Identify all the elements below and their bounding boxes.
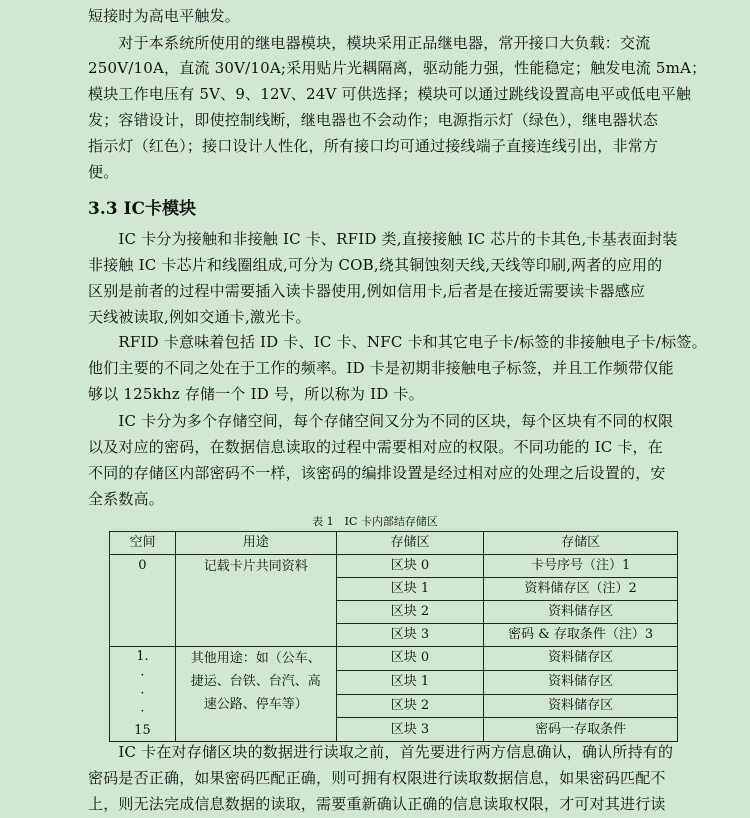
use-line: 捷运、台铁、台汽、高: [190, 674, 321, 689]
zone-cell: 密码 & 存取条件（注）3: [484, 624, 678, 647]
text-line: 短接时为高电平触发。: [88, 7, 241, 25]
storage-table: [109, 531, 678, 742]
block-cell: 区块 1: [336, 578, 484, 601]
text-line: 天线被读取,例如交通卡,激光卡。: [88, 308, 311, 326]
text-line: 非接触 IC 卡芯片和线圈组成,可分为 COB,绕其铜蚀刻天线,天线等印刷,两者的应用的: [88, 256, 663, 274]
text-line: 他们主要的不同之处在于工作的频率。ID 卡是初期非接触电子标签，并且工作频带仅能: [88, 359, 674, 377]
text-line: 不同的存储区内部密码不一样，该密码的编排设置是经过相对应的处理之后设置的，安: [88, 464, 666, 482]
text-line: IC 卡在对存储区块的数据进行读取之前，首先要进行两方信息确认，确认所持有的: [88, 743, 674, 761]
text-line: IC 卡分为多个存储空间，每个存储空间又分为不同的区块，每个区块有不同的权限: [88, 412, 674, 430]
text-line: 指示灯（红色）；接口设计人性化，所有接口均可通过接线端子直接连线引出，非常方: [88, 137, 659, 155]
block-cell: 区块 2: [336, 601, 484, 624]
text-line: 以及对应的密码，在数据信息读取的过程中需要相对应的权限。不同功能的 IC 卡，在: [88, 438, 663, 456]
header-cell: 空间: [110, 532, 176, 555]
table-header-row: [110, 532, 678, 555]
space-line: 15: [134, 723, 151, 738]
text-line: 够以 125khz 存储一个 ID 号，所以称为 ID 卡。: [88, 385, 424, 403]
text-line: 全系数高。: [88, 490, 165, 508]
text-line: IC 卡分为接触和非接触 IC 卡、RFID 类,直接接触 IC 芯片的卡其色,卡基表面封装: [88, 230, 678, 248]
space-line: ·: [140, 686, 145, 701]
space-line: ·: [140, 668, 145, 683]
text-line: 对于本系统所使用的继电器模块，模块采用正品继电器，常开接口大负载：交流: [88, 34, 651, 52]
zone-cell: 密码一存取条件: [484, 718, 678, 742]
zone-cell: 资料储存区（注）2: [484, 578, 678, 601]
text-line: 250V/10A，直流 30V/10A;采用贴片光耦隔离，驱动能力强，性能稳定；触发电流 5mA；: [88, 59, 707, 77]
section-heading: 3.3 IC卡模块: [88, 199, 196, 219]
text-line: 模块工作电压有 5V、9、12V、24V 可供选择；模块可以通过跳线设置高电平或低电平触: [88, 85, 692, 103]
table-row: [110, 555, 678, 578]
space-cell: [110, 647, 176, 742]
use-cell: 记载卡片共同资料: [175, 555, 336, 647]
header-cell: 存储区: [336, 532, 484, 555]
space-line: 1.: [136, 649, 149, 664]
use-line: 速公路、停车等）: [203, 697, 308, 712]
zone-cell: 资料储存区: [484, 670, 678, 694]
text-line: 便。: [88, 163, 119, 181]
block-cell: 区块 0: [336, 555, 484, 578]
block-cell: 区块 3: [336, 718, 484, 742]
zone-cell: 资料储存区: [484, 647, 678, 671]
table-row: [110, 647, 678, 671]
text-line: 密码是否正确，如果密码匹配正确，则可拥有权限进行读取数据信息，如果密码匹配不: [88, 769, 666, 787]
space-cell: 0: [110, 555, 176, 647]
zone-cell: 资料储存区: [484, 694, 678, 718]
block-cell: 区块 2: [336, 694, 484, 718]
text-line: 上，则无法完成信息数据的读取，需要重新确认正确的信息读取权限，才可对其进行读: [88, 795, 666, 813]
block-cell: 区块 0: [336, 647, 484, 671]
text-line: RFID 卡意味着包括 ID 卡、IC 卡、NFC 卡和其它电子卡/标签的非接触电子卡/标签。: [88, 333, 707, 351]
header-cell: 存储区: [484, 532, 678, 555]
use-line: 其他用途：如（公车、: [190, 651, 321, 666]
table-caption: 表 1 IC 卡内部结存储区: [312, 515, 438, 528]
zone-cell: 卡号序号（注）1: [484, 555, 678, 578]
space-line: ·: [140, 704, 145, 719]
header-cell: 用途: [175, 532, 336, 555]
block-cell: 区块 1: [336, 670, 484, 694]
text-line: 区别是前者的过程中需要插入读卡器使用,例如信用卡,后者是在接近需要读卡器感应: [88, 282, 646, 300]
text-line: 发；容错设计，即使控制线断，继电器也不会动作；电源指示灯（绿色），继电器状态: [88, 111, 659, 129]
zone-cell: 资料储存区: [484, 601, 678, 624]
block-cell: 区块 3: [336, 624, 484, 647]
use-cell: [175, 647, 336, 742]
